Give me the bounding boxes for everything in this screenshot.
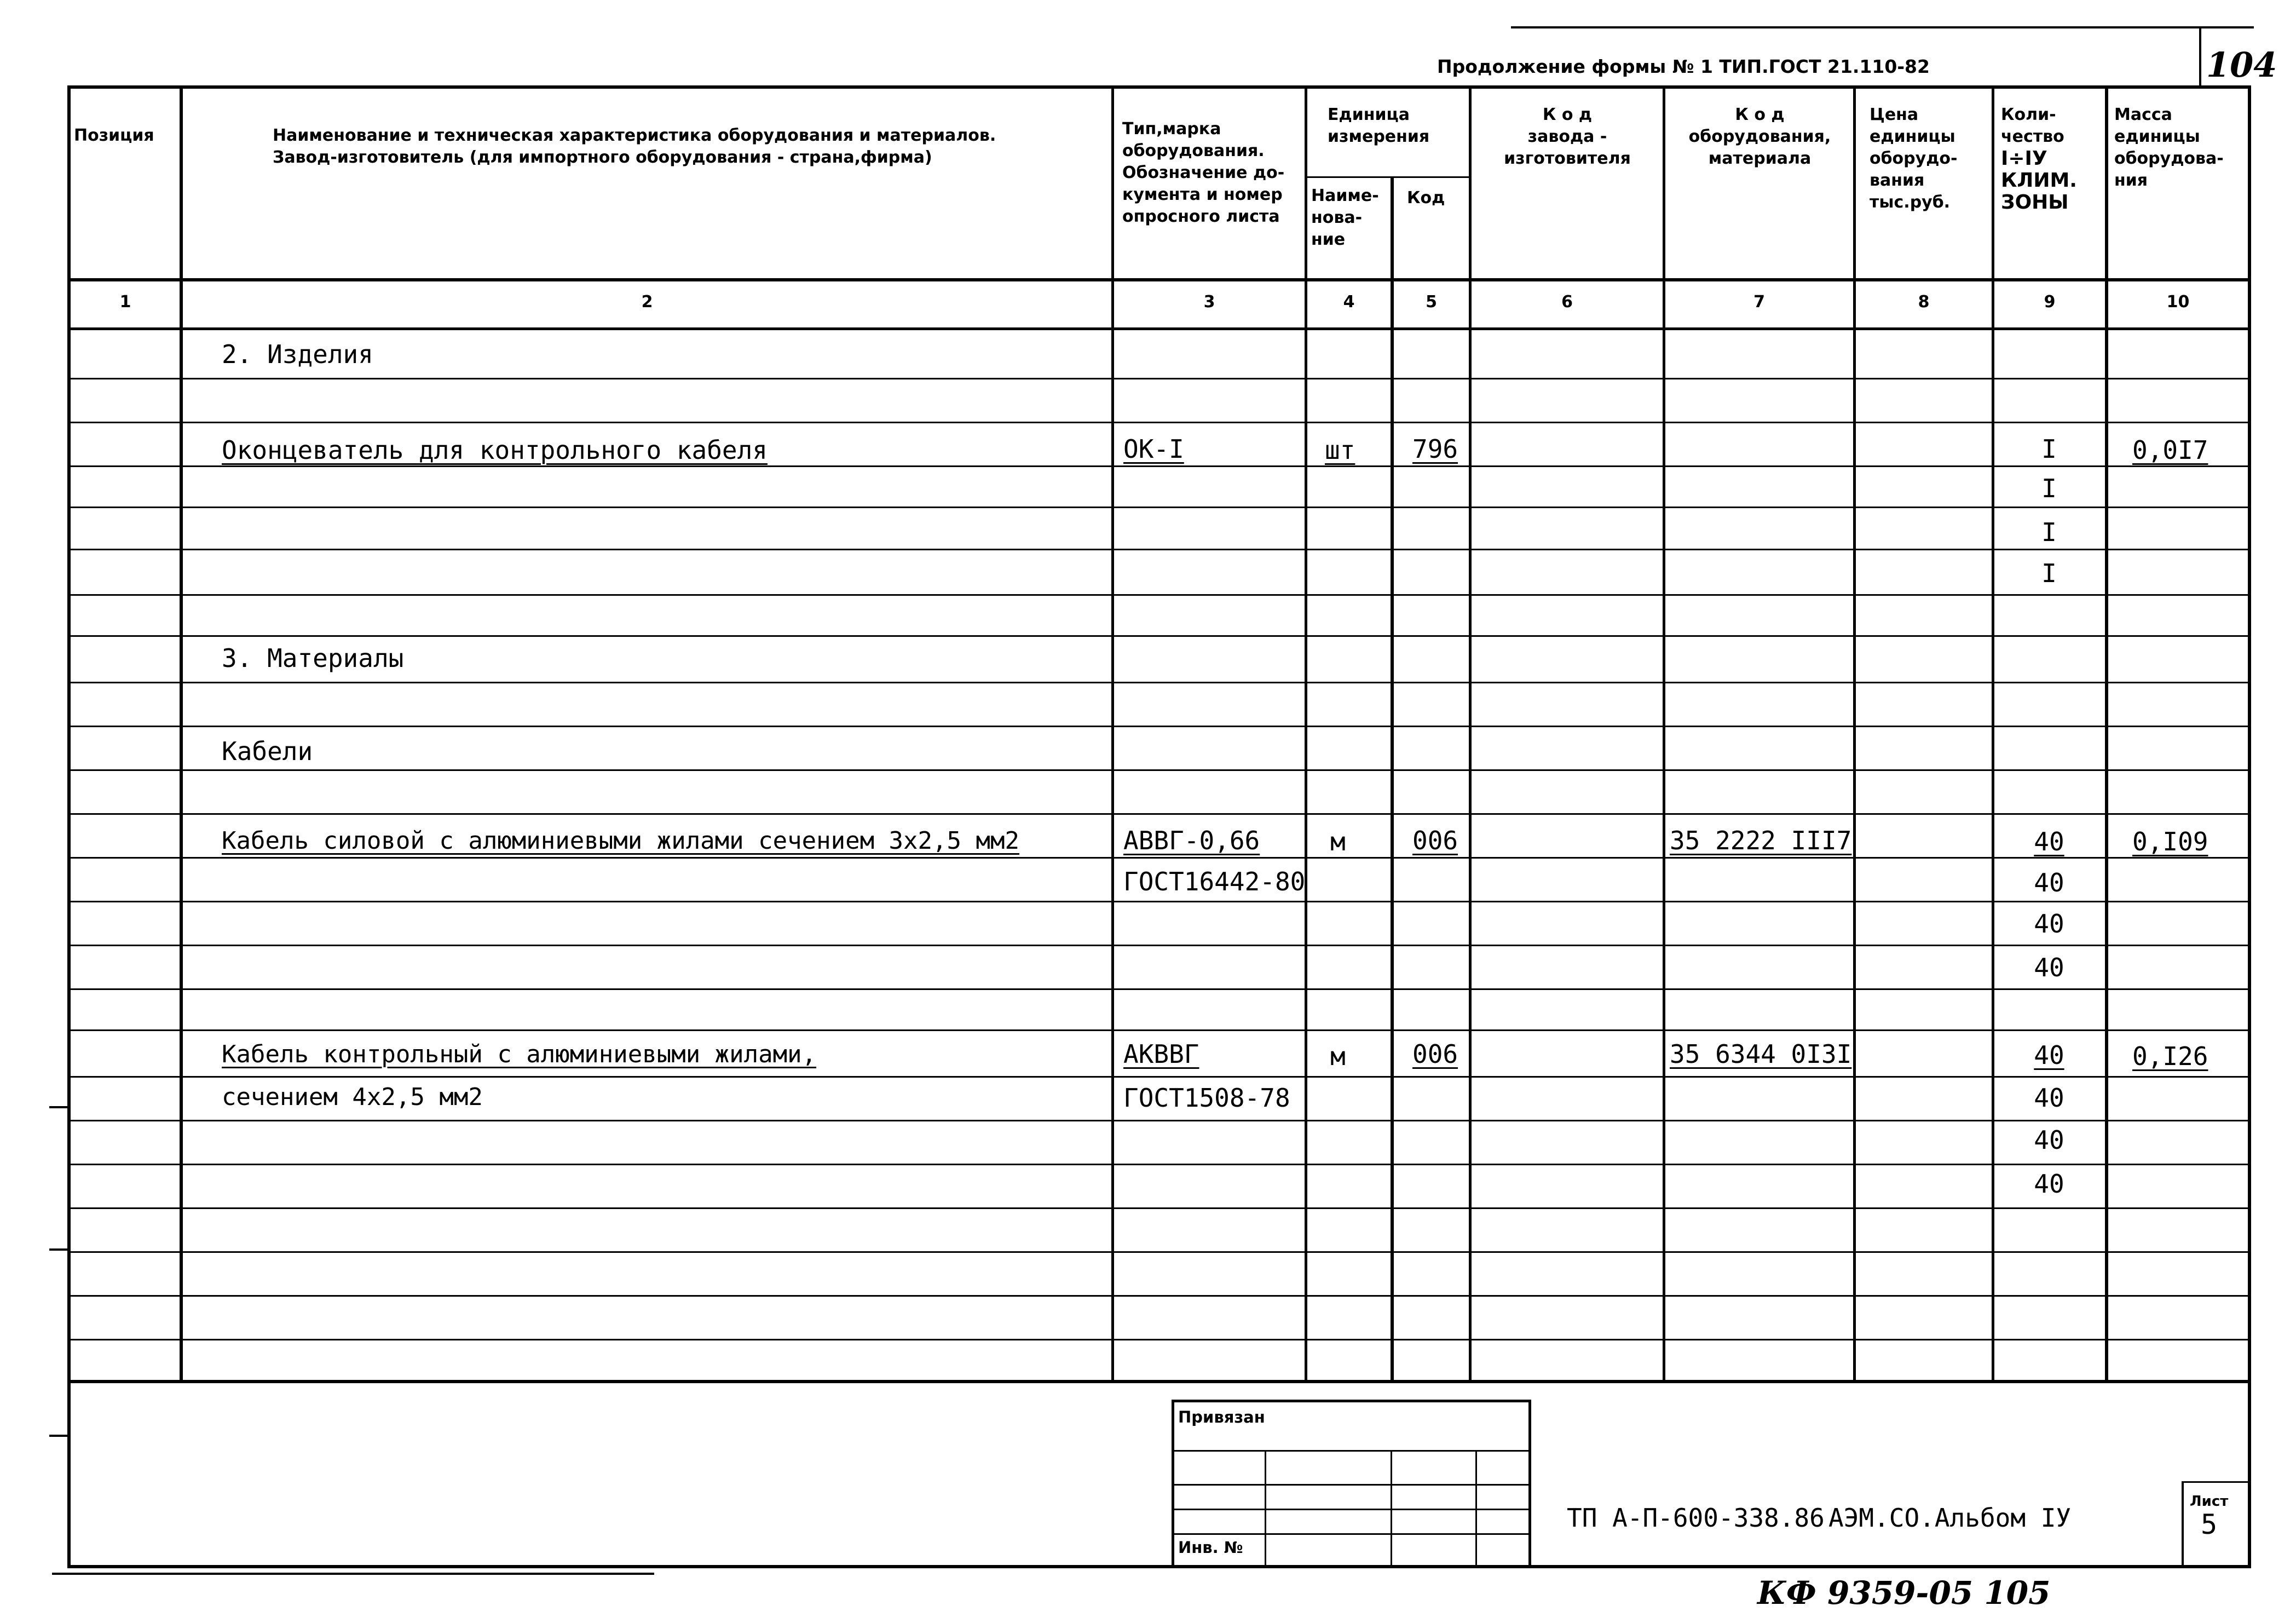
item1-name: Оконцеватель для контрольного кабеля [222,435,768,465]
item3-name-line1: Кабель контрольный с алюминиевыми жилами, [222,1040,817,1068]
col-number-10: 10 [2166,292,2190,312]
stamp-inv-label: Инв. № [1178,1538,1243,1557]
col-number-9: 9 [2044,292,2056,312]
col-header-position: Позиция [74,126,154,145]
stamp-sheet-number: 5 [2201,1509,2218,1540]
stamp-attached-label: Привязан [1178,1408,1265,1426]
item1-qty-2: I [2041,474,2057,503]
item1-qty-3: I [2041,517,2057,547]
form-caption: Продолжение формы № 1 ТИП.ГОСТ 21.110-82 [1437,56,1930,77]
item3-unit: м [1330,1041,1346,1071]
col-header-quantity: Коли- чество I÷IУ КЛИМ. ЗОНЫ [2001,105,2077,214]
col-number-6: 6 [1561,292,1573,312]
item2-type: АВВГ-0,66 [1123,826,1260,855]
col-number-1: 1 [119,292,131,312]
section-materials-title: 3. Материалы [222,643,404,673]
item1-unit-code: 796 [1412,434,1458,464]
item2-material-code: 35 2222 III7 [1670,826,1852,855]
col-number-3: 3 [1203,292,1215,312]
col-header-price: Цена единицы оборудо- вания тыс.руб. [1870,105,1958,212]
col-number-5: 5 [1426,292,1437,312]
item2-mass: 0,I09 [2132,827,2208,856]
item3-qty-4: 40 [2034,1169,2064,1199]
col-number-8: 8 [1918,292,1930,312]
item2-qty-3: 40 [2034,909,2064,939]
item2-unit-code: 006 [1412,826,1458,855]
item1-qty-4: I [2041,559,2057,588]
handwritten-page-number: 104 [2206,45,2277,85]
col-header-unit-name: Наиме- нова- ние [1311,186,1379,249]
item3-qty-3: 40 [2034,1125,2064,1155]
item1-mass: 0,0I7 [2132,435,2208,465]
item3-gost: ГОСТ1508-78 [1123,1083,1290,1113]
item3-unit-code: 006 [1412,1039,1458,1069]
item2-qty-1: 40 [2034,827,2064,856]
item2-name: Кабель силовой с алюминиевыми жилами сечением 3х2,5 мм2 [222,827,1019,855]
stamp-sheet-label: Лист [2190,1493,2229,1510]
col-header-unit-code: Код [1407,188,1445,208]
item3-material-code: 35 6344 0I3I [1670,1039,1852,1069]
col-header-name-line2: Завод-изготовитель (для импортного оборудования - страна,фирма) [273,148,932,167]
item2-qty-2: 40 [2034,868,2064,897]
item3-type: АКВВГ [1123,1039,1199,1069]
item2-gost: ГОСТ16442-80 [1123,867,1306,896]
item3-mass: 0,I26 [2132,1041,2208,1071]
section-items-title: 2. Изделия [222,339,373,369]
col-number-2: 2 [641,292,653,312]
col-header-type: Тип,марка оборудования. Обозначение до- кумента и номер опросного листа [1122,119,1285,226]
subsection-cables-title: Кабели [222,736,313,766]
item3-qty-2: 40 [2034,1083,2064,1113]
col-header-name-line1: Наименование и техническая характеристика оборудования и материалов. [273,126,996,145]
footer-handwritten-code: КФ 9359-05 105 [1757,1574,2051,1612]
col-header-unit: Единица измерения [1328,105,1430,146]
col-number-7: 7 [1753,292,1765,312]
item1-unit: шт [1325,435,1355,465]
item3-name-line2: сечением 4х2,5 мм2 [222,1083,483,1111]
stamp-doc-title: АЭМ.СО.Альбом IУ [1828,1503,2072,1533]
stamp-doc-code: ТП А-П-600-338.86 [1567,1503,1825,1533]
col-header-material-code: К о д оборудования, материала [1688,105,1831,168]
item2-unit: м [1330,827,1346,856]
col-number-4: 4 [1343,292,1355,312]
item3-qty-1: 40 [2034,1040,2064,1070]
col-header-plant-code: К о д завода - изготовителя [1504,105,1631,168]
item2-qty-4: 40 [2034,953,2064,982]
item1-qty-1: I [2041,434,2057,464]
col-header-mass: Масса единицы оборудова- ния [2114,105,2224,190]
item1-type: ОК-I [1123,434,1184,464]
